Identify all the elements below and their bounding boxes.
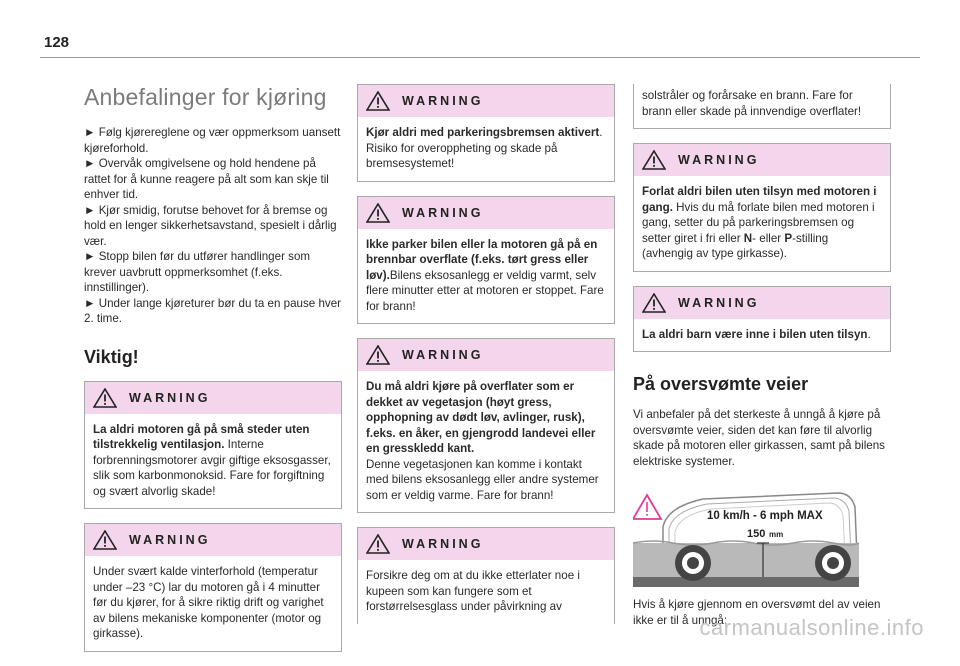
warning-text: La aldri barn være inne i bilen uten tilsyn.	[642, 327, 871, 341]
tip-item: ► Stopp bilen før du utfører handlinger som krever uavbrutt oppmerksomhet (f.eks. innstillinger).	[84, 250, 311, 294]
warning-header	[634, 287, 890, 319]
warning-label: WARNING	[402, 205, 484, 220]
warning-text: Forsikre deg om at du ikke etterlater noe i kupeen som kan fungere som et forstørrelsesglass under påvirkning av	[366, 569, 580, 613]
column-3	[633, 84, 891, 628]
warning-text: Ikke parker bilen eller la motoren gå på en brennbar overflate (f.eks. tørt gress eller løv).Bilens eksosanlegg er veldig varmt, selv flere minutter etter at motoren er stoppet. Fare for brann!	[366, 237, 604, 313]
warning-box	[633, 143, 891, 272]
warning-label: WARNING	[678, 153, 760, 167]
warning-box	[84, 381, 342, 510]
column-1	[84, 84, 342, 666]
driving-tips	[84, 125, 342, 327]
warning-mark	[646, 502, 648, 512]
warning-continuation: solstråler og forårsake en brann. Fare for brann eller skade på innvendige overflater!	[633, 84, 891, 129]
warning-label: WARNING	[402, 94, 484, 108]
warning-text: Kjør aldri med parkeringsbremsen aktivert. Risiko for overoppheting og skade på bremsesystemet!	[366, 126, 603, 170]
warning-label: WARNING	[678, 295, 760, 310]
column-2	[357, 84, 615, 624]
rear-wheel	[815, 545, 851, 581]
tip-item: ► Under lange kjøreturer bør du ta en pause hver 2. time.	[84, 296, 342, 325]
warning-text: Under svært kalde vinterforhold (temperatur under –23 °C) lar du motoren gå i 4 minutter før du kjører, for å sikre riktig drift og varighet av bilens mekaniske komponenter (motor og girkasse).	[93, 565, 324, 640]
tip-item: ► Følg kjørereglene og vær oppmerksom uansett kjøreforhold.	[84, 126, 341, 155]
warning-header	[358, 197, 614, 229]
section-heading-flooded-roads: På oversvømte veier	[633, 374, 809, 394]
depth-unit-label: mm	[769, 530, 784, 539]
warning-header	[85, 382, 341, 414]
watermark: carmanualsonline.info	[699, 615, 924, 640]
warning-header	[358, 528, 614, 560]
warning-mark	[646, 514, 648, 516]
tip-item: ► Kjør smidig, forutse behovet for å bremse og hold en lenger sikkerhetsavstand, spesielt i dårlig vær.	[84, 203, 337, 248]
front-wheel	[675, 545, 711, 581]
flooded-road-illustration	[633, 477, 859, 587]
warning-text: Forlat aldri bilen uten tilsyn med motoren i gang. Hvis du må forlate bilen med motoren i gang, setter du på parkeringsbremsen og setter giret i fri eller N- eller P-stilling (avhengig av type girkasse).	[642, 185, 877, 260]
tip-item: ► Overvåk omgivelsene og hold hendene på rattet for å kunne reagere på alt som kan skje til enhver tid.	[84, 157, 329, 201]
warning-label: WARNING	[129, 390, 211, 405]
speed-limit-label: 10 km/h - 6 mph MAX	[707, 510, 823, 522]
warning-box	[633, 286, 891, 353]
page-number: 128	[44, 34, 70, 51]
page-title: Anbefalinger for kjøring	[84, 84, 327, 110]
flood-instruction: Hvis å kjøre gjennom en oversvømt del av veien ikke er til å unngå:	[633, 598, 881, 627]
warning-triangle-icon	[93, 530, 117, 550]
flood-paragraph: Vi anbefaler på det sterkeste å unngå å kjøre på oversvømte veier, siden det kan føre til alvorlig skade på motoren eller girkassen, samt på bilens elektriske systemer.	[633, 408, 885, 468]
warning-label: WARNING	[402, 348, 484, 362]
warning-label: WARNING	[402, 537, 484, 551]
warning-triangle-icon	[642, 150, 666, 170]
warning-label: WARNING	[129, 533, 211, 547]
warning-box	[357, 338, 615, 513]
warning-triangle-icon	[366, 203, 390, 223]
warning-box	[357, 84, 615, 182]
warning-header	[358, 85, 614, 117]
header-rule	[40, 57, 920, 58]
warning-header	[634, 144, 890, 176]
warning-header	[358, 339, 614, 371]
warning-box	[357, 527, 615, 624]
warning-triangle-icon	[366, 91, 390, 111]
warning-triangle-icon	[366, 345, 390, 365]
warning-box	[357, 196, 615, 325]
warning-header	[85, 524, 341, 556]
depth-value-label: 150	[747, 528, 766, 540]
warning-box	[84, 523, 342, 652]
warning-triangle-icon	[93, 388, 117, 408]
warning-triangle-icon	[642, 293, 666, 313]
warning-triangle-icon	[366, 534, 390, 554]
section-heading-important: Viktig!	[84, 346, 139, 367]
warning-text: La aldri motoren gå på små steder uten tilstrekkelig ventilasjon. Interne forbrenningsmotorer avgir giftige eksosgasser, slik som karbonmonoksid. Fare for forgiftning og svært alvorlig skade!	[93, 422, 331, 498]
warning-text: Du må aldri kjøre på overflater som er dekket av vegetasjon (høyt gress, opphopning av dødt løv, avlinger, rusk), f.eks. en åker, en gjengrodd landevei eller en gresskledd kant. Denne vegetasjonen kan komme i kontakt med bilens eksosanlegg eller andre systemer som er veldig varme. Fare for brann!	[366, 380, 599, 502]
